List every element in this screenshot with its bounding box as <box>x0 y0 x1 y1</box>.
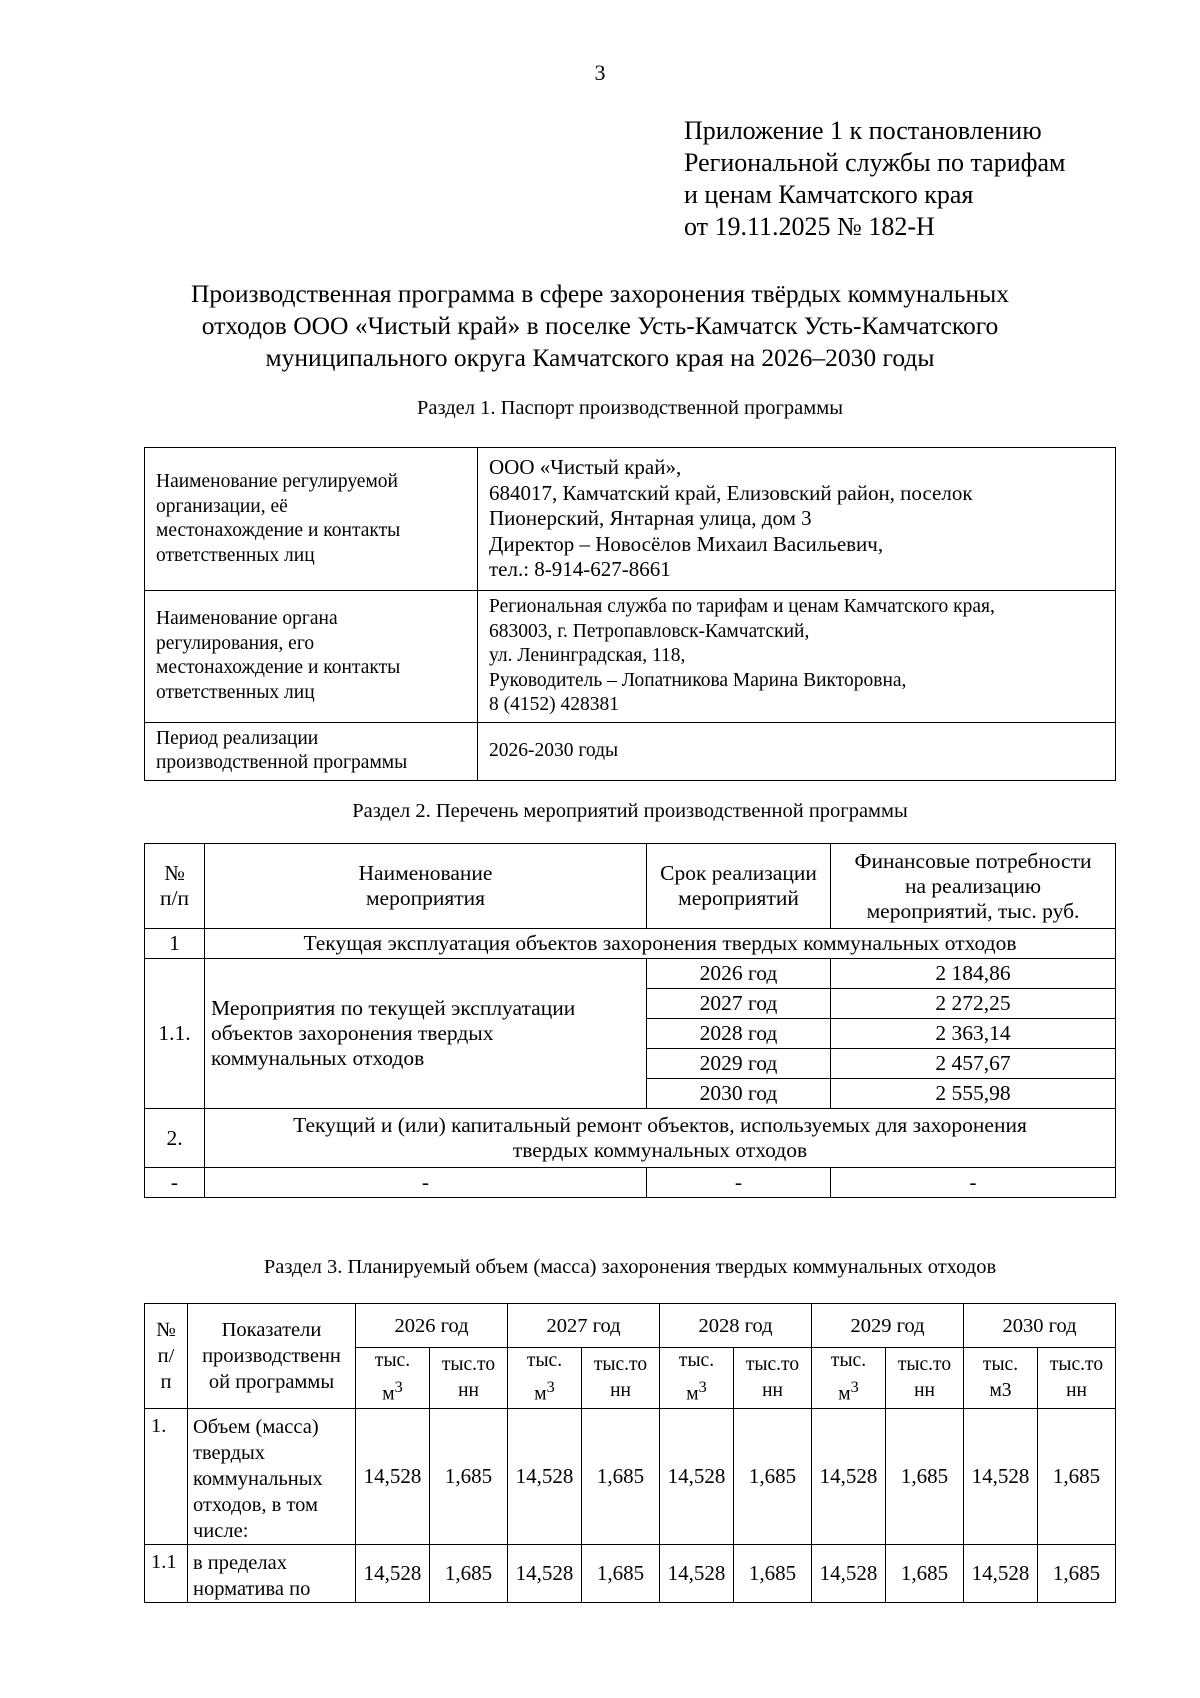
header-cell-year: 2026 год <box>356 1304 508 1348</box>
header-line: на реализацию <box>904 873 1042 898</box>
passport-label-cell <box>145 591 478 723</box>
unit-line: нн <box>458 1379 479 1401</box>
unit-cell <box>964 1348 1038 1409</box>
passport-table <box>144 447 1116 781</box>
value-cell: 14,528 <box>356 1408 430 1544</box>
value-cell: 14,528 <box>660 1544 734 1602</box>
header-line: № <box>156 1318 176 1341</box>
header-line: мероприятий <box>678 886 799 910</box>
year-cell: 2030 год <box>647 1079 831 1109</box>
unit-sup: 3 <box>850 1378 859 1396</box>
group-num-cell: 2. <box>145 1109 205 1168</box>
value-line: ООО «Чистый край», <box>489 455 682 480</box>
header-line: Финансовые потребности <box>854 848 1092 873</box>
indicator-line: отходов, в том <box>193 1493 319 1516</box>
header-line: п/п <box>160 886 189 910</box>
header-cell-finance <box>831 844 1116 929</box>
appendix-line: Региональной службы по тарифам <box>684 148 1066 177</box>
item-name-line: коммунальных отходов <box>211 1046 425 1070</box>
header-line: п/ <box>157 1344 175 1367</box>
unit-cell <box>508 1348 582 1409</box>
label-line: Наименование регулируемой <box>156 471 398 492</box>
section2-heading: Раздел 2. Перечень мероприятий производственной программы <box>352 800 908 822</box>
unit-sup: 3 <box>394 1378 403 1396</box>
unit-line <box>508 1374 581 1408</box>
unit-cell <box>582 1348 660 1409</box>
value-line: 2026-2030 годы <box>489 739 619 761</box>
section3-heading: Раздел 3. Планируемый объем (масса) захоронения твердых коммунальных отходов <box>263 1256 997 1278</box>
value-line: тел.: 8-914-627-8661 <box>489 557 671 582</box>
unit-line: нн <box>610 1379 631 1401</box>
header-cell-year: 2028 год <box>660 1304 812 1348</box>
indicator-cell <box>188 1544 356 1602</box>
item-name-cell <box>205 959 647 1109</box>
year-cell: 2027 год <box>647 989 831 1019</box>
table-row <box>145 1408 1116 1544</box>
unit-text: м <box>534 1383 547 1405</box>
header-cell-num <box>145 1304 188 1409</box>
value-cell: 1,685 <box>886 1408 964 1544</box>
unit-cell <box>430 1348 508 1409</box>
unit-line <box>660 1374 733 1408</box>
page-number: 3 <box>594 60 606 85</box>
item-num-cell: 1.1. <box>145 959 205 1109</box>
value-cell: 1,685 <box>1038 1408 1116 1544</box>
table-row <box>145 959 1116 989</box>
group-title-cell <box>205 1109 1116 1168</box>
unit-sup: 3 <box>698 1378 707 1396</box>
label-line: производственной программы <box>156 752 408 773</box>
unit-line: тыс. <box>678 1350 715 1371</box>
passport-label-cell <box>145 722 478 780</box>
title-line: муниципального округа Камчатского края на 2026–2030 годы <box>265 343 935 372</box>
label-line: Период реализации <box>156 727 319 749</box>
year-cell: 2029 год <box>647 1049 831 1079</box>
unit-text: м <box>382 1383 395 1405</box>
header-cell-year: 2027 год <box>508 1304 660 1348</box>
indicator-cell <box>188 1408 356 1544</box>
unit-line: м3 <box>989 1379 1012 1401</box>
value-cell: 14,528 <box>660 1408 734 1544</box>
passport-value-cell <box>478 722 1116 780</box>
year-cell: 2026 год <box>647 959 831 989</box>
header-cell-year: 2029 год <box>812 1304 964 1348</box>
unit-cell <box>734 1348 812 1409</box>
passport-value-cell <box>478 448 1116 591</box>
dash-cell: - <box>831 1168 1116 1198</box>
value-cell: 1,685 <box>430 1544 508 1602</box>
year-cell: 2028 год <box>647 1019 831 1049</box>
table-row <box>145 1544 1116 1602</box>
appendix-line: и ценам Камчатского края <box>684 180 974 209</box>
unit-line: тыс. <box>982 1353 1019 1375</box>
value-cell: 14,528 <box>964 1408 1038 1544</box>
table-row <box>145 591 1116 723</box>
value-line: ул. Ленинградская, 118, <box>489 645 686 666</box>
row-num-cell: 1. <box>145 1408 188 1544</box>
value-cell: 14,528 <box>356 1544 430 1602</box>
dash-cell: - <box>205 1168 647 1198</box>
indicator-line: числе: <box>193 1519 249 1542</box>
indicator-line: Объем (масса) <box>193 1415 319 1438</box>
unit-cell <box>660 1348 734 1409</box>
unit-line: тыс.то <box>745 1353 800 1375</box>
unit-line: тыс.то <box>1049 1353 1104 1375</box>
label-line: регулирования, его <box>156 632 315 654</box>
value-line: Пионерский, Янтарная улица, дом 3 <box>489 506 812 531</box>
group-title-cell: Текущая эксплуатация объектов захоронения твердых коммунальных отходов <box>205 929 1116 959</box>
finance-value-cell: 2 457,67 <box>831 1049 1116 1079</box>
header-cell-term <box>647 844 831 929</box>
header-line: Наименование <box>358 861 493 885</box>
unit-line: тыс. <box>374 1350 411 1371</box>
unit-text: м <box>838 1383 851 1405</box>
finance-value-cell: 2 272,25 <box>831 989 1116 1019</box>
header-line: Показатели <box>221 1318 322 1341</box>
value-line: Руководитель – Лопатникова Марина Викторовна, <box>489 669 907 691</box>
document-title <box>100 278 1100 374</box>
header-line: мероприятий, тыс. руб. <box>866 898 1080 923</box>
indicator-line: коммунальных <box>193 1467 323 1490</box>
value-cell: 1,685 <box>734 1544 812 1602</box>
appendix-reference <box>684 115 1065 243</box>
label-line: ответственных лиц <box>156 544 315 566</box>
unit-line: тыс.то <box>897 1353 952 1375</box>
label-line: местонахождение и контакты <box>156 520 401 541</box>
value-cell: 1,685 <box>1038 1544 1116 1602</box>
finance-value-cell: 2 363,14 <box>831 1019 1116 1049</box>
value-line: Директор – Новосёлов Михаил Васильевич, <box>489 531 884 556</box>
value-cell: 14,528 <box>508 1544 582 1602</box>
header-line: п <box>160 1370 172 1393</box>
group-num-cell: 1 <box>145 929 205 959</box>
header-line: Срок реализации <box>660 861 817 885</box>
value-line: 8 (4152) 428381 <box>489 694 619 715</box>
value-cell: 1,685 <box>582 1544 660 1602</box>
indicator-line: в пределах <box>193 1551 287 1574</box>
unit-line: тыс. <box>526 1350 563 1371</box>
finance-value-cell: 2 555,98 <box>831 1079 1116 1109</box>
indicator-line: норматива по <box>193 1577 311 1600</box>
unit-sup: 3 <box>546 1378 555 1396</box>
value-cell: 1,685 <box>582 1408 660 1544</box>
value-cell: 1,685 <box>734 1408 812 1544</box>
indicator-line: твердых <box>193 1441 266 1464</box>
header-line: производственн <box>202 1344 341 1367</box>
unit-line: нн <box>1066 1379 1087 1401</box>
table-row <box>145 1109 1116 1168</box>
appendix-line: от 19.11.2025 № 182-Н <box>684 212 935 241</box>
value-cell: 14,528 <box>812 1408 886 1544</box>
header-cell-year: 2030 год <box>964 1304 1116 1348</box>
appendix-line: Приложение 1 к постановлению <box>684 116 1042 145</box>
unit-line: нн <box>762 1379 783 1401</box>
unit-line: тыс.то <box>593 1353 648 1375</box>
volume-table <box>144 1303 1116 1603</box>
group-title-line: Текущий и (или) капитальный ремонт объектов, используемых для захоронения <box>293 1113 1027 1137</box>
table-header-row <box>145 844 1116 929</box>
table-row <box>145 722 1116 780</box>
title-line: Производственная программа в сфере захоронения твёрдых коммунальных <box>190 279 1010 308</box>
label-line: Наименование органа <box>156 608 338 630</box>
activities-table <box>144 843 1116 1198</box>
value-cell: 14,528 <box>508 1408 582 1544</box>
passport-label-cell <box>145 448 478 591</box>
row-num-cell: 1.1 <box>145 1544 188 1602</box>
value-line: Региональная служба по тарифам и ценам Камчатского края, <box>489 596 995 617</box>
header-line: ой программы <box>208 1370 335 1393</box>
unit-line <box>356 1374 429 1408</box>
value-cell: 1,685 <box>886 1544 964 1602</box>
table-row <box>145 929 1116 959</box>
table-header-row <box>145 1304 1116 1348</box>
label-line: местонахождение и контакты <box>156 657 401 679</box>
item-name-line: объектов захоронения твердых <box>211 1021 494 1045</box>
header-line: мероприятия <box>365 886 486 910</box>
unit-line <box>812 1374 885 1408</box>
unit-text: м <box>686 1383 699 1405</box>
unit-line: тыс.то <box>441 1353 496 1375</box>
value-cell: 14,528 <box>964 1544 1038 1602</box>
section1-heading: Раздел 1. Паспорт производственной программы <box>416 397 843 419</box>
header-cell-num <box>145 844 205 929</box>
header-cell-indicator <box>188 1304 356 1409</box>
unit-cell <box>356 1348 430 1409</box>
passport-value-cell <box>478 591 1116 723</box>
table-row <box>145 1168 1116 1198</box>
unit-line: тыс. <box>830 1350 867 1371</box>
unit-line: нн <box>914 1379 935 1401</box>
value-cell: 1,685 <box>430 1408 508 1544</box>
header-cell-name <box>205 844 647 929</box>
finance-value-cell: 2 184,86 <box>831 959 1116 989</box>
dash-cell: - <box>647 1168 831 1198</box>
title-line: отходов ООО «Чистый край» в поселке Усть-Камчатск Усть-Камчатского <box>201 311 999 340</box>
unit-cell <box>886 1348 964 1409</box>
value-line: 684017, Камчатский край, Елизовский район, поселок <box>489 480 973 505</box>
dash-cell: - <box>145 1168 205 1198</box>
value-line: 683003, г. Петропавловск-Камчатский, <box>489 620 810 642</box>
header-line: № <box>164 861 185 885</box>
value-cell: 14,528 <box>812 1544 886 1602</box>
label-line: организации, её <box>156 495 288 517</box>
label-line: ответственных лиц <box>156 681 315 703</box>
group-title-line: твердых коммунальных отходов <box>512 1138 808 1162</box>
unit-cell <box>1038 1348 1116 1409</box>
unit-cell <box>812 1348 886 1409</box>
table-row <box>145 448 1116 591</box>
item-name-line: Мероприятия по текущей эксплуатации <box>211 996 576 1020</box>
